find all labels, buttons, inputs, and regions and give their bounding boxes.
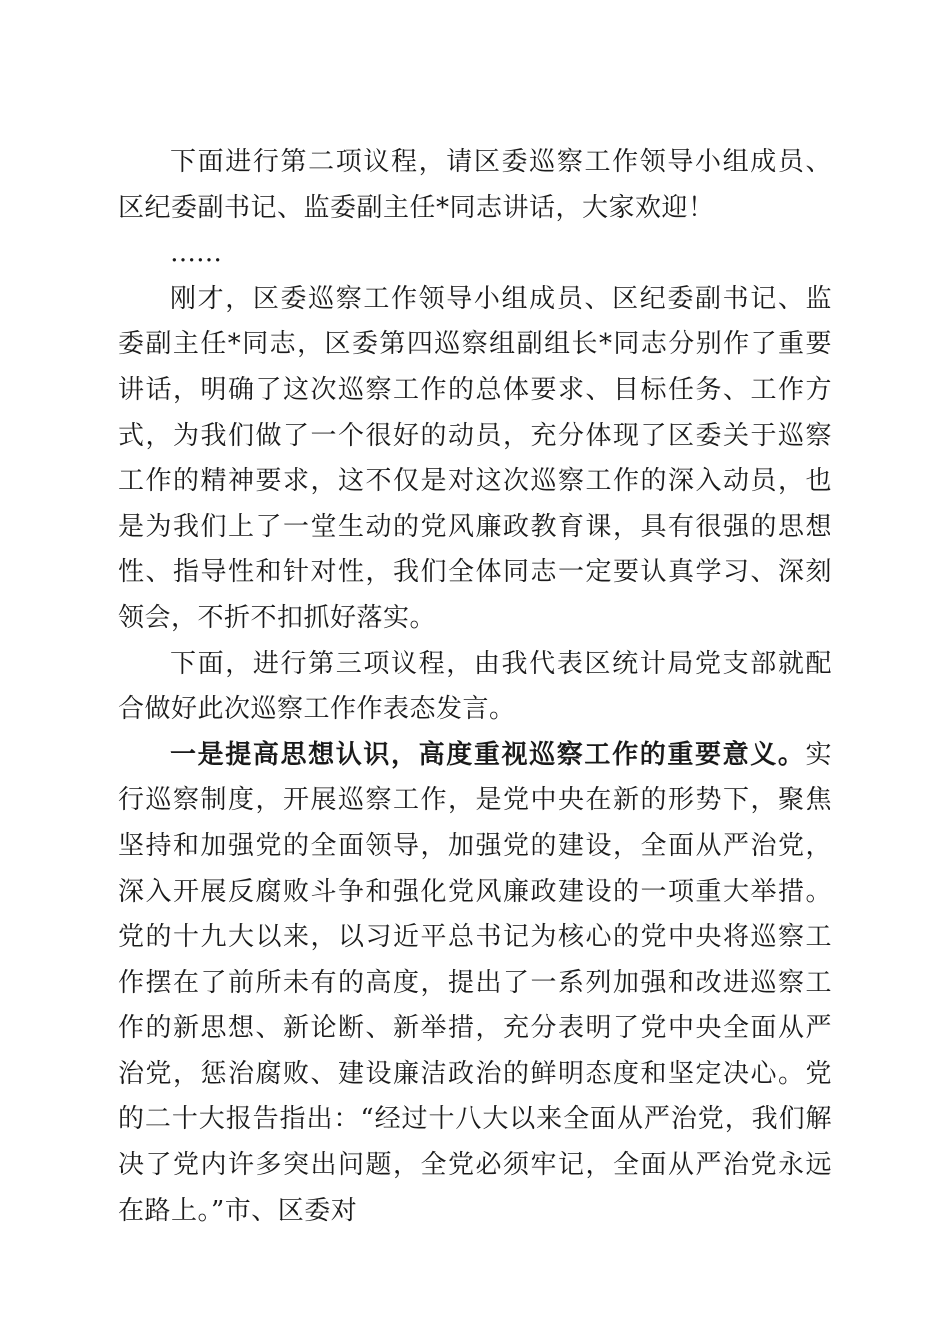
paragraph-agenda-two: 下面进行第二项议程，请区委巡察工作领导小组成员、区纪委副书记、监委副主任*同志讲话，大家欢迎！ xyxy=(118,147,832,223)
paragraph-speech-summary: 刚才，区委巡察工作领导小组成员、区纪委副书记、监委副主任*同志，区委第四巡察组副组长*同志分别作了重要讲话，明确了这次巡察工作的总体要求、目标任务、工作方式，为我们做了一个很好的动员，充分体现了区委关于巡察工作的精神要求，这不仅是对这次巡察工作的深入动员，也是为我们上了一堂生动的党风廉政教育课，具有很强的思想性、指导性和针对性，我们全体同志一定要认真学习、深刻领会，不折不扣抓好落实。 xyxy=(118,283,832,633)
paragraph-agenda-three: 下面，进行第三项议程，由我代表区统计局党支部就配合做好此次巡察工作作表态发言。 xyxy=(118,648,832,725)
document-page xyxy=(118,140,832,1234)
point-one-body: 实行巡察制度，开展巡察工作，是党中央在新的形势下，聚焦坚持和加强党的全面领导，加强党的建设，全面从严治党，深入开展反腐败斗争和强化党风廉政建设的一项重大举措。党的十九大以来，以习近平总书记为核心的党中央将巡察工作摆在了前所未有的高度，提出了一系列加强和改进巡察工作的新思想、新论断、新举措，充分表明了党中央全面从严治党，惩治腐败、建设廉洁政治的鲜明态度和坚定决心。党的二十大报告指出：“经过十八大以来全面从严治党，我们解决了党内许多突出问题，全党必须牢记，全面从严治党永远在路上。”市、区委对 xyxy=(118,739,832,1226)
point-one-heading: 一是提高思想认识，高度重视巡察工作的重要意义。 xyxy=(170,739,806,770)
paragraph-ellipsis: …… xyxy=(170,238,222,269)
paragraph-point-one xyxy=(118,733,832,1235)
